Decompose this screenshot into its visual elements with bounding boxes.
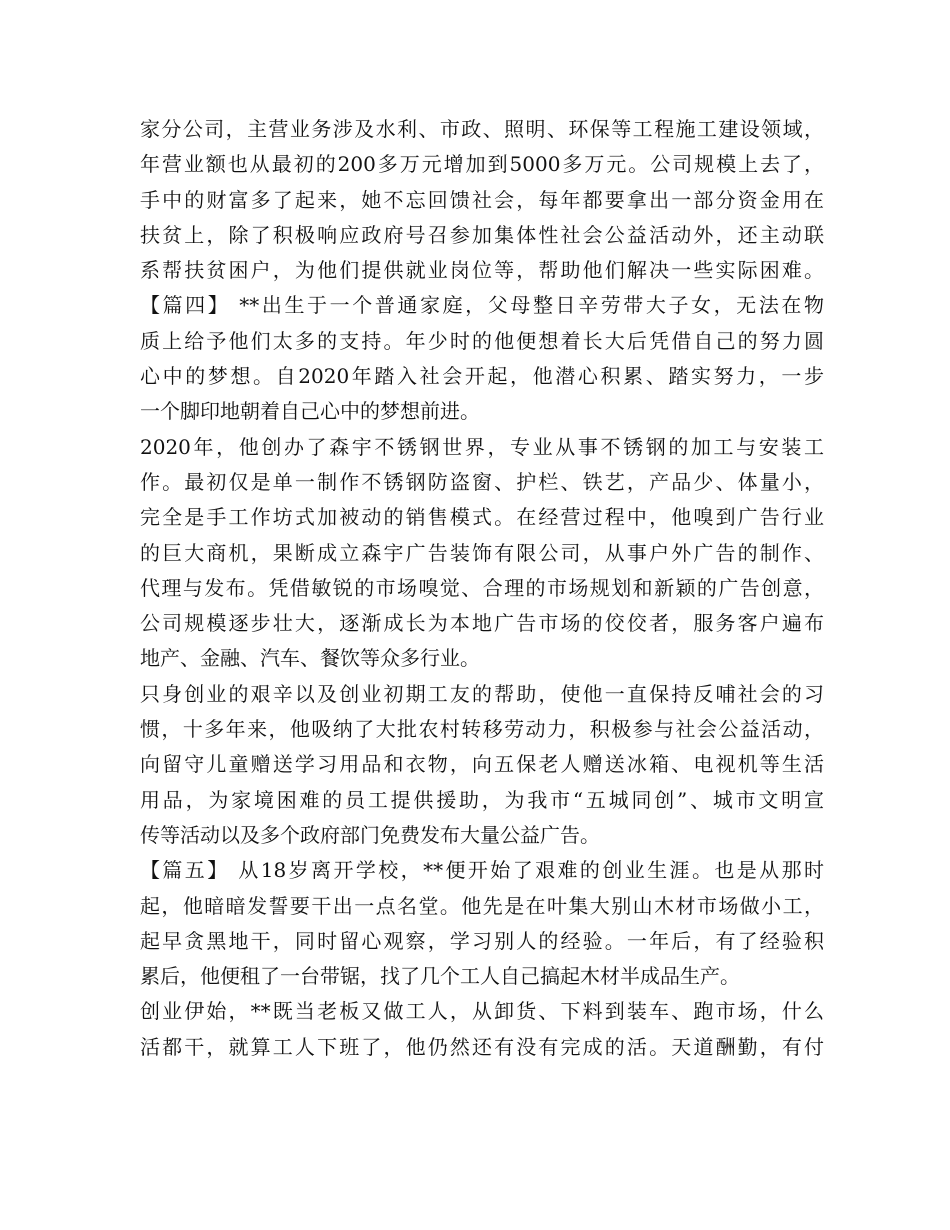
text-line: 【篇四】 **出生于一个普通家庭，父母整日辛劳带大子女，无法在物 [140,293,824,318]
text-line: 只身创业的艰辛以及创业初期工友的帮助，使他一直保持反哺社会的习 [140,681,824,706]
text-line: 代理与发布。凭借敏锐的市场嗅觉、合理的市场规划和新颖的广告创意， [140,575,824,600]
text-line: 的巨大商机，果断成立森宇广告装饰有限公司，从事户外广告的制作、 [140,540,824,565]
text-line: 作。最初仅是单一制作不锈钢防盗窗、护栏、铁艺，产品少、体量小， [140,469,824,494]
text-line: 扶贫上，除了积极响应政府号召参加集体性社会公益活动外，还主动联 [140,222,824,247]
text-line: 2020年，他创办了森宇不锈钢世界，专业从事不锈钢的加工与安装工 [140,434,824,459]
text-line: 系帮扶贫困户，为他们提供就业岗位等，帮助他们解决一些实际困难。 [140,258,824,283]
text-line: 创业伊始，**既当老板又做工人，从卸货、下料到装车、跑市场，什么 [140,999,824,1024]
text-line: 一个脚印地朝着自己心中的梦想前进。 [140,399,480,424]
text-line: 手中的财富多了起来，她不忘回馈社会，每年都要拿出一部分资金用在 [140,187,824,212]
text-line: 质上给予他们太多的支持。年少时的他便想着长大后凭借自己的努力圆 [140,328,824,353]
text-line: 活都干，就算工人下班了，他仍然还有没有完成的活。天道酬勤，有付 [140,1034,824,1059]
text-line: 完全是手工作坊式加被动的销售模式。在经营过程中，他嗅到广告行业 [140,505,824,530]
document-page [140,112,824,1065]
text-line: 起，他暗暗发誓要干出一点名堂。他先是在叶集大别山木材市场做小工， [140,893,824,918]
text-line: 心中的梦想。自2020年踏入社会开起，他潜心积累、踏实努力，一步 [140,364,824,389]
text-line: 【篇五】 从18岁离开学校，**便开始了艰难的创业生涯。也是从那时 [140,858,824,883]
text-line: 惯，十多年来，他吸纳了大批农村转移劳动力，积极参与社会公益活动， [140,717,824,742]
text-line: 传等活动以及多个政府部门免费发布大量公益广告。 [140,822,600,847]
text-line: 地产、金融、汽车、餐饮等众多行业。 [140,646,480,671]
text-line: 起早贪黑地干，同时留心观察，学习别人的经验。一年后，有了经验积 [140,928,824,953]
text-line: 向留守儿童赠送学习用品和衣物，向五保老人赠送冰箱、电视机等生活 [140,752,824,777]
text-line: 累后，他便租了一台带锯，找了几个工人自己搞起木材半成品生产。 [140,964,740,989]
text-line: 年营业额也从最初的200多万元增加到5000多万元。公司规模上去了， [140,152,824,177]
text-line: 家分公司，主营业务涉及水利、市政、照明、环保等工程施工建设领域， [140,117,824,141]
text-line: 公司规模逐步壮大，逐渐成长为本地广告市场的佼佼者，服务客户遍布 [140,611,824,636]
text-line: 用品，为家境困难的员工提供援助，为我市“五城同创”、城市文明宣 [140,787,824,812]
